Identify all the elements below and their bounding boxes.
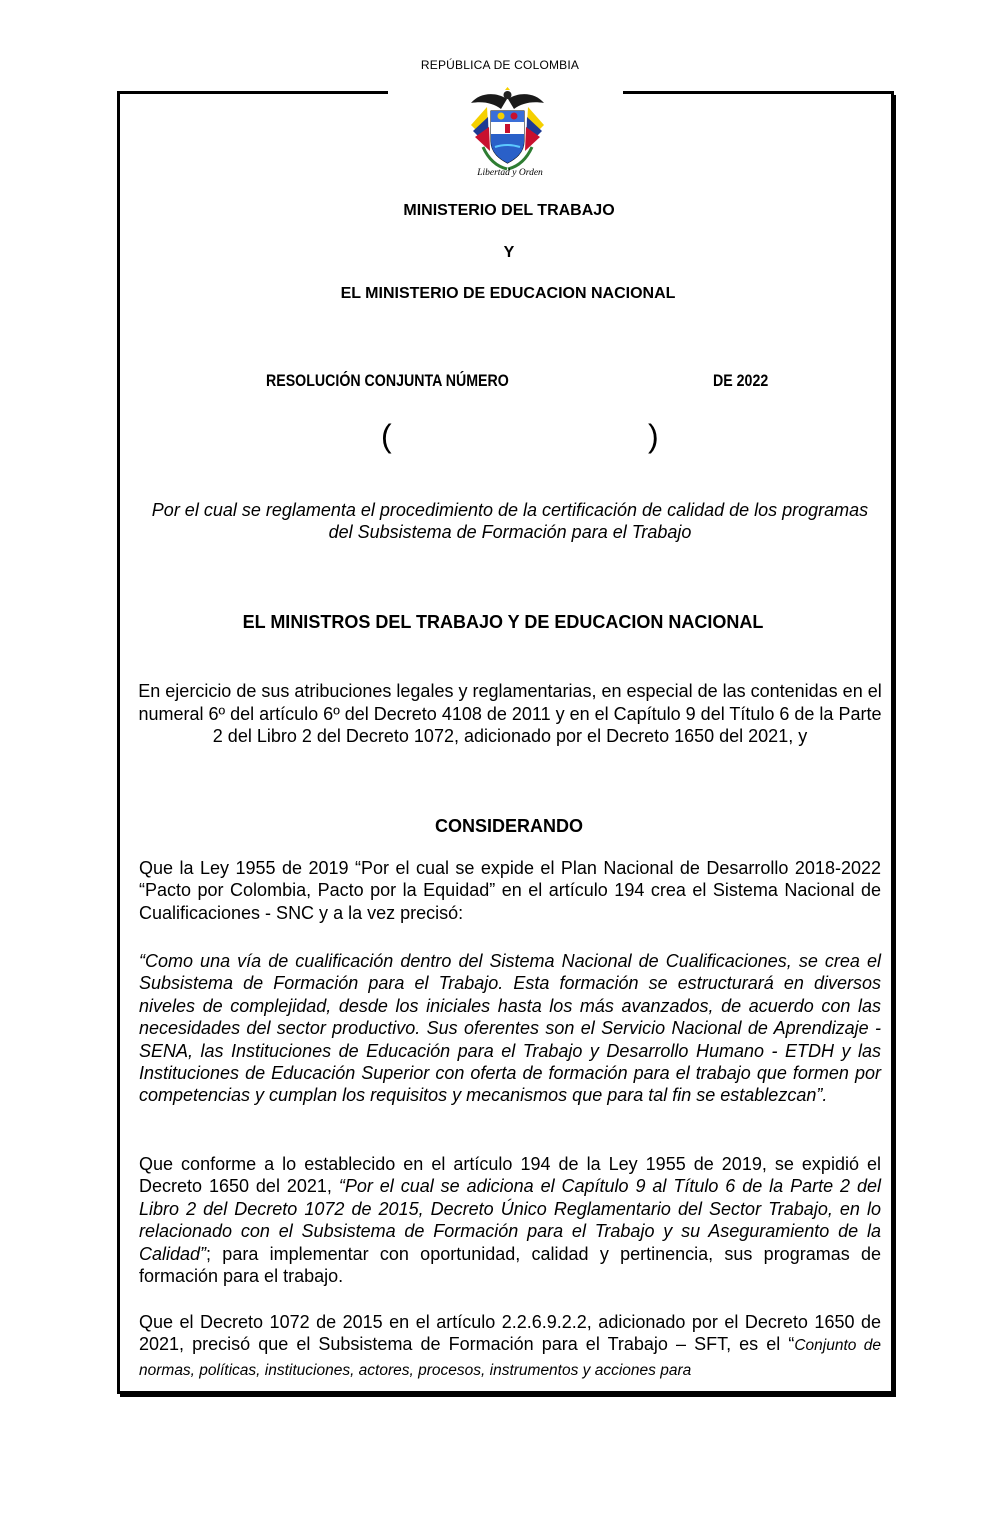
number-paren-close: ) (648, 418, 659, 454)
resolution-subtitle: Por el cual se reglamenta el procedimiento de la certificación de calidad de los programas del Subsistema de Formación para el Trabajo (151, 500, 869, 542)
paragraph-4 (139, 1311, 881, 1382)
title-conjunction: Y (503, 244, 515, 261)
frame-shadow-bottom (120, 1394, 896, 1397)
frame-top-left-line (117, 91, 388, 94)
resolution-number-label: RESOLUCIÓN CONJUNTA NÚMERO (266, 372, 509, 390)
paragraph-4-text: Que el Decreto 1072 de 2015 en el artículo 2.2.6.9.2.2, adicionado por el Decreto 1650 de 2021, precisó que el Subsistema de Formación para el Trabajo – SFT, es el “ (139, 1312, 881, 1355)
motto-text: Libertad y Orden (477, 168, 543, 178)
authority-heading: EL MINISTROS DEL TRABAJO Y DE EDUCACION NACIONAL (242, 612, 764, 632)
paragraph-3-decree-title: “Por el cual se adiciona el Capítulo 9 al Título 6 de la Parte 2 del Libro 2 del Decreto 1072 de 2015, Decreto Único Reglamentario del Sector Trabajo, en lo relacionado con el Subsistema de Formación para el Trabajo y su Aseguramiento de la Calidad” (139, 1176, 881, 1264)
considerando-heading: CONSIDERANDO (434, 816, 583, 836)
paragraph-3 (139, 1153, 881, 1287)
paragraph-4-quote: Conjunto de normas, políticas, instituciones, actores, procesos, instrumentos y acciones para (139, 1337, 881, 1379)
paragraph-3-text: Que conforme a lo establecido en el artículo 194 de la Ley 1955 de 2019, se expidió el Decreto 1650 del 2021, (139, 1154, 881, 1197)
ministry-title-2: EL MINISTERIO DE EDUCACION NACIONAL (340, 285, 676, 302)
number-paren-open: ( (381, 418, 392, 454)
country-header: REPÚBLICA DE COLOMBIA (420, 58, 580, 72)
frame-top-right-line (623, 91, 894, 94)
intro-paragraph: En ejercicio de sus atribuciones legales y reglamentarias, en especial de las contenidas en el numeral 6º del artículo 6º del Decreto 4108 de 2011 y en el Capítulo 9 del Título 6 de la Parte 2 del Libro 2 del Decreto 1072, adicionado por el Decreto 1650 del 2021, y (138, 681, 882, 746)
resolution-year: DE 2022 (713, 372, 769, 390)
ministry-title-1: MINISTERIO DEL TRABAJO (403, 202, 615, 219)
quoted-article-194: “Como una vía de cualificación dentro del Sistema Nacional de Cualificaciones, se crea el Subsistema de Formación para el Trabajo. Esta formación se estructurará en diversos niveles de complejidad, desde los iniciales hasta los más avanzados, de acuerdo con las necesidades del sector productivo. Sus oferentes son el Servicio Nacional de Aprendizaje - SENA, las Instituciones de Educación para el Trabajo y Desarrollo Humano - ETDH y las Instituciones de Educación Superior con oferta de formación para el trabajo que formen por competencias y cumplan los requisitos y mecanismos que para tal fin se establezcan”. (139, 951, 881, 1106)
paragraph-3-tail: ; para implementar con oportunidad, calidad y pertinencia, sus programas de formación para el trabajo. (139, 1243, 881, 1287)
paragraph-1: Que la Ley 1955 de 2019 “Por el cual se expide el Plan Nacional de Desarrollo 2018-2022 “Pacto por Colombia, Pacto por la Equidad” en el artículo 194 crea el Sistema Nacional de Cualificaciones - SNC y a la vez precisó: (139, 858, 881, 923)
